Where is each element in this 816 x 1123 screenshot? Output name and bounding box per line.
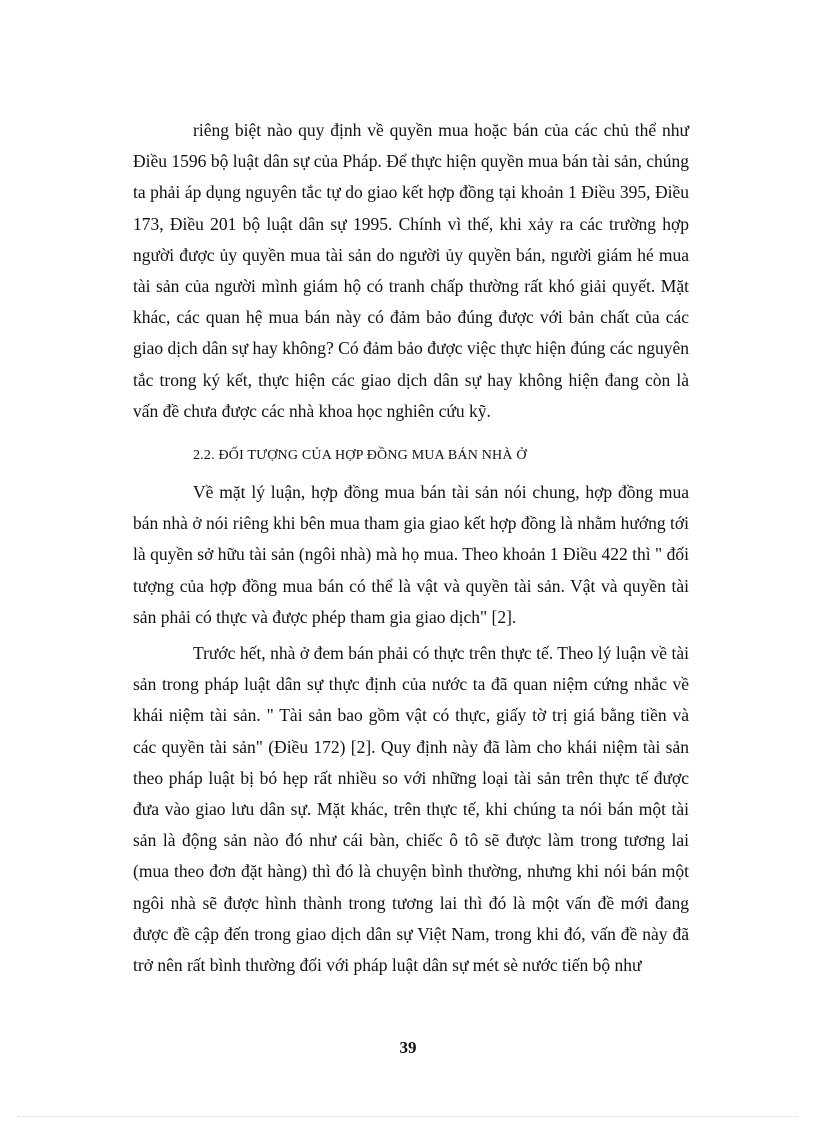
footer-divider <box>18 1116 798 1117</box>
page-number: 39 <box>399 1038 417 1057</box>
section-heading: 2.2. ĐỐI TƯỢNG CỦA HỢP ĐỒNG MUA BÁN NHÀ Ở <box>193 448 527 463</box>
paragraph-house-must-exist: Trước hết, nhà ở đem bán phải có thực trên thực tế. Theo lý luận về tài sản trong pháp luật dân sự thực định của nước ta đã quan niệm cứng nhắc về khái niệm tài sản. " Tài sản bao gồm vật có thực, giấy tờ trị giá bằng tiền và các quyền tài sản" (Điều 172) [2]. Quy định này đã làm cho khái niệm tài sản theo pháp luật bị bó hẹp rất nhiều so với những loại tài sản trên thực tế được đưa vào giao lưu dân sự. Mặt khác, trên thực tế, khi chúng ta nói bán một tài sản là động sản nào đó như cái bàn, chiếc ô tô sẽ được làm trong tương lai (mua theo đơn đặt hàng) thì đó là chuyện bình thường, nhưng khi nói bán một ngôi nhà sẽ được hình thành trong tương lai thì đó là một vấn đề mới đang được đề cập đến trong giao dịch dân sự Việt Nam, trong khi đó, vấn đề này đã trở nên rất bình thường đối với pháp luật dân sự mét sè nước tiến bộ như <box>133 643 689 976</box>
paragraph-continued: riêng biệt nào quy định về quyền mua hoặc bán của các chủ thể như Điều 1596 bộ luật dân sự của Pháp. Để thực hiện quyền mua bán tài sản, chúng ta phải áp dụng nguyên tắc tự do giao kết hợp đồng tại khoản 1 Điều 395, Điều 173, Điều 201 bộ luật dân sự 1995. Chính vì thế, khi xảy ra các trường hợp người được ủy quyền mua tài sản do người ủy quyền bán, người giám hé mua tài sản của người mình giám hộ có tranh chấp thường rất khó giải quyết. Mặt khác, các quan hệ mua bán này có đảm bảo đúng được với bản chất của các giao dịch dân sự hay không? Có đảm bảo được việc thực hiện đúng các nguyên tắc trong ký kết, thực hiện các giao dịch dân sự hay không hiện đang còn là vấn đề chưa được các nhà khoa học nghiên cứu kỹ. <box>133 120 689 421</box>
paragraph-subject-of-contract: Về mặt lý luận, hợp đồng mua bán tài sản nói chung, hợp đồng mua bán nhà ở nói riêng khi bên mua tham gia giao kết hợp đồng là nhằm hướng tới là quyền sở hữu tài sản (ngôi nhà) mà họ mua. Theo khoản 1 Điều 422 thì " đối tượng của hợp đồng mua bán có thể là vật và quyền tài sản. Vật và quyền tài sản phải có thực và được phép tham gia giao dịch" [2]. <box>133 482 689 627</box>
